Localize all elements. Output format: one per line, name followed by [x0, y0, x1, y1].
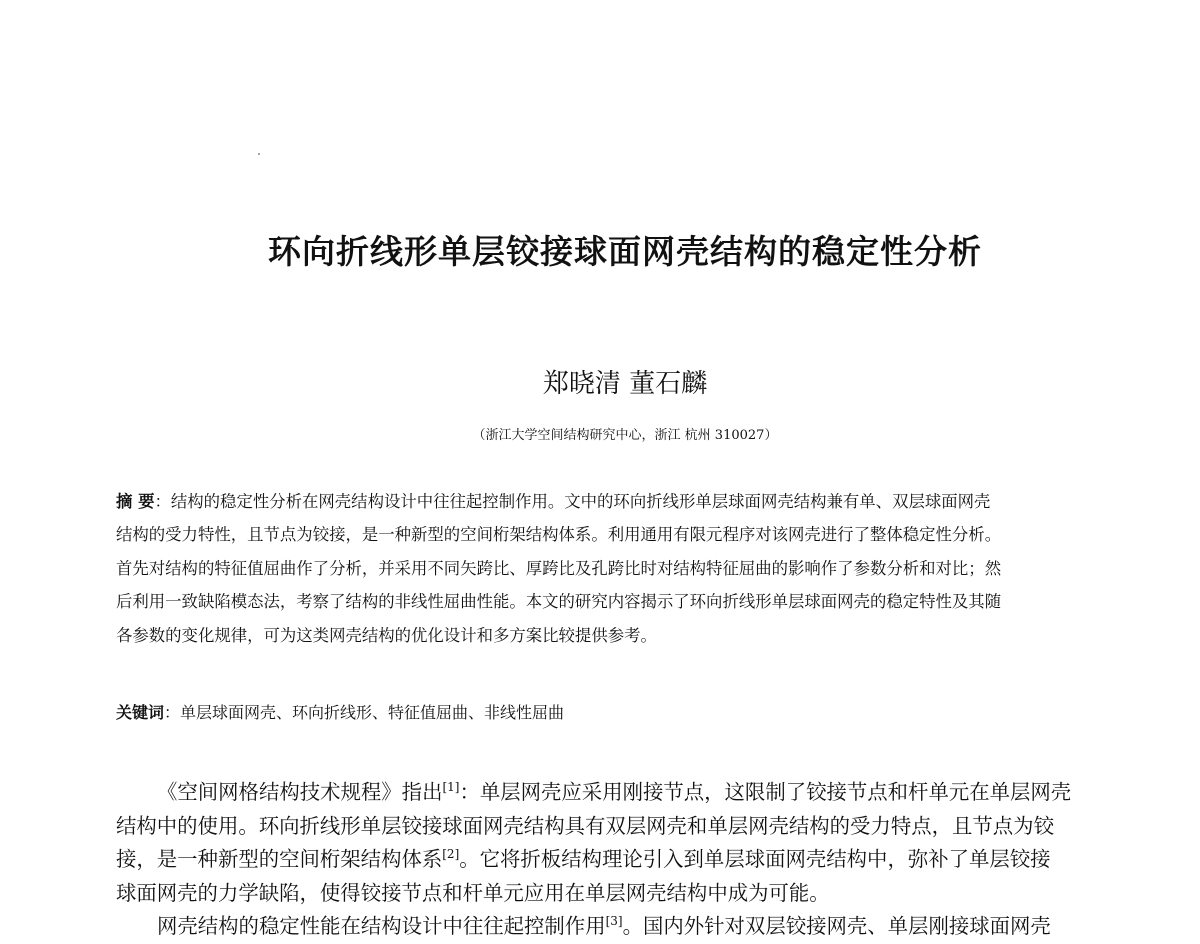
keywords-label: 关键词: [116, 703, 165, 722]
abstract-line: 摘 要：结构的稳定性分析在网壳结构设计中往往起控制作用。文中的环向折线形单层球面网壳结构兼有单、双层球面网壳: [116, 492, 991, 511]
scan-speck: [258, 153, 260, 155]
abstract-line: 结构的受力特性，且节点为铰接，是一种新型的空间桁架结构体系。利用通用有限元程序对该网壳进行了整体稳定性分析。: [116, 525, 1002, 545]
affiliation: （浙江大学空间结构研究中心，浙江 杭州 310027）: [472, 428, 778, 443]
citation-ref: [3]: [605, 914, 623, 928]
keywords: [116, 698, 1136, 728]
body-line: 结构中的使用。环向折线形单层铰接球面网壳结构具有双层网壳和单层网壳结构的受力特点，且节点为铰: [116, 813, 1054, 838]
abstract-label: 摘 要: [116, 492, 155, 511]
authors: 郑晓清 董石麟: [542, 369, 708, 399]
abstract-line: 各参数的变化规律，可为这类网壳结构的优化设计和多方案比较提供参考。: [116, 625, 657, 645]
body-line: 球面网壳的力学缺陷，使得铰接节点和杆单元应用在单层网壳结构中成为可能。: [116, 880, 830, 905]
abstract-line: 后利用一致缺陷模态法，考察了结构的非线性屈曲性能。本文的研究内容揭示了环向折线形单层球面网壳的稳定特性及其随: [116, 592, 1002, 612]
body-line: 《空间网格结构技术规程》指出[1]：单层网壳应采用刚接节点，这限制了铰接节点和杆单元在单层网壳: [157, 780, 1072, 804]
citation-ref: [2]: [442, 847, 460, 861]
abstract: [116, 485, 1136, 652]
body-line: 接，是一种新型的空间桁架结构体系[2]。它将折板结构理论引入到单层球面网壳结构中，弥补了单层铰接: [116, 847, 1051, 871]
paper-title: 环向折线形单层铰接球面网壳结构的稳定性分析: [268, 232, 982, 271]
body-text: [116, 776, 1136, 944]
abstract-line: 首先对结构的特征值屈曲作了分析，并采用不同矢跨比、厚跨比及孔跨比时对结构特征屈曲的影响作了参数分析和对比；然: [116, 558, 1002, 578]
keywords-text: ：单层球面网壳、环向折线形、特征值屈曲、非线性屈曲: [164, 703, 565, 722]
citation-ref: [1]: [442, 780, 460, 794]
body-line: 网壳结构的稳定性能在结构设计中往往起控制作用[3]。国内外针对双层铰接网壳、单层刚接球面网壳: [157, 914, 1051, 938]
